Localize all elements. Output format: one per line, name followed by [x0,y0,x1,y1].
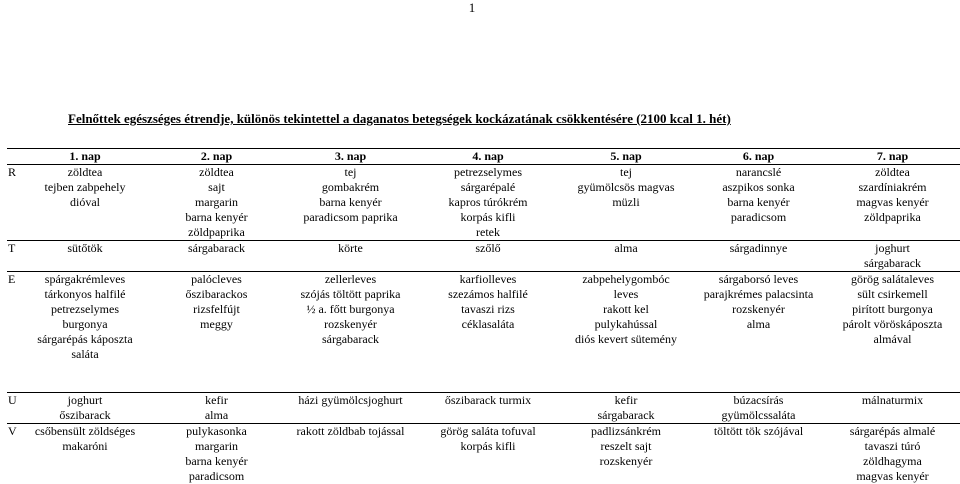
day-header: 5. nap [558,149,694,165]
menu-cell [20,241,150,272]
menu-item: szőlő [420,241,556,256]
menu-item: müzli [560,195,692,210]
meal-row [7,241,960,272]
menu-cell [418,393,558,424]
menu-item: zöldpaprika [825,210,960,225]
menu-item: sárgabarack [825,256,960,271]
menu-cell [823,393,960,424]
menu-item: petrezselymes [420,165,556,180]
menu-item: búzacsírás [696,393,821,408]
menu-item: töltött tök szójával [696,424,821,439]
menu-item: sütőtök [22,241,148,256]
menu-item: görög salátaleves [825,272,960,287]
menu-cell [20,424,150,484]
meal-row [7,393,960,424]
menu-item: rakott kel [560,302,692,317]
menu-item: rozskenyér [696,302,821,317]
menu-item: paradicsom [152,469,281,484]
menu-item: padlizsánkrém [560,424,692,439]
menu-item: joghurt [825,241,960,256]
menu-item: gyümölcssaláta [696,408,821,423]
menu-cell [283,424,418,484]
menu-item: burgonya [22,317,148,332]
day-header: 2. nap [150,149,283,165]
menu-item: sárgarépás káposzta [22,332,148,347]
menu-item: zöldtea [22,165,148,180]
menu-item: tavaszi túró [825,439,960,454]
menu-cell [20,393,150,424]
menu-cell [418,424,558,484]
menu-item: rakott zöldbab tojással [285,424,416,439]
menu-item: szardíniakrém [825,180,960,195]
menu-item: pulykasonka [152,424,281,439]
menu-item: korpás kifli [420,210,556,225]
menu-item: pirított burgonya [825,302,960,317]
menu-item: csőbensült zöldséges [22,424,148,439]
menu-cell [558,424,694,484]
menu-item: gyümölcsös magvas [560,180,692,195]
menu-item: zöldhagyma [825,454,960,469]
menu-item: zellerleves [285,272,416,287]
menu-item: sárgarépalé [420,180,556,195]
menu-item: meggy [152,317,281,332]
menu-item: tej [285,165,416,180]
menu-item: tárkonyos halfilé [22,287,148,302]
menu-item: tavaszi rizs [420,302,556,317]
menu-cell [150,393,283,424]
menu-cell [150,424,283,484]
day-header: 3. nap [283,149,418,165]
menu-cell [558,241,694,272]
menu-item: diós kevert sütemény [560,332,692,347]
menu-item: pulykahússal [560,317,692,332]
menu-item: rozskenyér [285,317,416,332]
menu-item: gombakrém [285,180,416,195]
meal-marker: V [7,424,20,484]
menu-item: sárgabarack [152,241,281,256]
menu-item: leves [560,287,692,302]
menu-item: kapros túrókrém [420,195,556,210]
menu-item: sárgabarack [560,408,692,423]
meal-row [7,165,960,241]
menu-item: zöldtea [152,165,281,180]
menu-cell [823,424,960,484]
menu-item: szezámos halfilé [420,287,556,302]
meal-marker: E [7,272,20,393]
menu-item: kefir [152,393,281,408]
menu-item: paradicsom paprika [285,210,416,225]
menu-item: narancslé [696,165,821,180]
meal-row [7,424,960,484]
menu-item: margarin [152,195,281,210]
menu-item: korpás kifli [420,439,556,454]
menu-cell [150,241,283,272]
menu-item: párolt vöröskáposzta [825,317,960,332]
menu-cell [20,272,150,393]
weekly-menu-table [7,148,960,484]
menu-item: almával [825,332,960,347]
menu-cell [283,165,418,241]
menu-item: alma [152,408,281,423]
menu-item: petrezselymes [22,302,148,317]
menu-cell [20,165,150,241]
menu-item: sárgaborsó leves [696,272,821,287]
menu-cell [823,241,960,272]
menu-cell [558,165,694,241]
menu-item: görög saláta tofuval [420,424,556,439]
menu-item: céklasaláta [420,317,556,332]
menu-item: őszibarack [22,408,148,423]
menu-item: zöldpaprika [152,225,281,240]
day-header: 1. nap [20,149,150,165]
menu-item: palócleves [152,272,281,287]
menu-item: magvas kenyér [825,195,960,210]
menu-item: házi gyümölcsjoghurt [285,393,416,408]
menu-item: dióval [22,195,148,210]
menu-cell [283,241,418,272]
day-header: 4. nap [418,149,558,165]
menu-cell [694,165,823,241]
menu-item: őszibarack turmix [420,393,556,408]
menu-cell [283,272,418,393]
menu-item: barna kenyér [152,210,281,225]
menu-item: aszpikos sonka [696,180,821,195]
menu-item: alma [696,317,821,332]
menu-cell [694,241,823,272]
menu-cell [418,241,558,272]
menu-item: barna kenyér [285,195,416,210]
menu-item: sajt [152,180,281,195]
page-number: 1 [0,0,944,16]
corner-cell [7,149,20,165]
menu-item: spárgakrémleves [22,272,148,287]
menu-item: zabpehelygombóc [560,272,692,287]
menu-item: reszelt sajt [560,439,692,454]
menu-item: margarin [152,439,281,454]
menu-item: tejben zabpehely [22,180,148,195]
meal-marker: R [7,165,20,241]
menu-item: barna kenyér [152,454,281,469]
menu-item: zöldtea [825,165,960,180]
menu-cell [558,393,694,424]
menu-cell [150,165,283,241]
menu-item: málnaturmix [825,393,960,408]
menu-item: körte [285,241,416,256]
menu-item: tej [560,165,692,180]
page-title: Felnőttek egészséges étrendje, különös tekintettel a daganatos betegségek kockázatának csökkentésére (2100 kcal 1. hét) [68,111,960,127]
menu-cell [694,393,823,424]
menu-cell [694,424,823,484]
day-header: 6. nap [694,149,823,165]
menu-body [7,165,960,484]
meal-marker: T [7,241,20,272]
menu-item: sült csirkemell [825,287,960,302]
menu-item: rizsfelfújt [152,302,281,317]
menu-item: karfiolleves [420,272,556,287]
day-header-row [7,149,960,165]
meal-row [7,272,960,393]
menu-item: ½ a. főtt burgonya [285,302,416,317]
menu-item: szójás töltött paprika [285,287,416,302]
meal-marker: U [7,393,20,424]
menu-item: sárgabarack [285,332,416,347]
menu-item: magvas kenyér [825,469,960,484]
menu-cell [558,272,694,393]
menu-cell [150,272,283,393]
menu-item: rozskenyér [560,454,692,469]
menu-cell [283,393,418,424]
menu-item: őszibarackos [152,287,281,302]
menu-item: kefir [560,393,692,408]
menu-item: barna kenyér [696,195,821,210]
menu-cell [418,165,558,241]
menu-item: joghurt [22,393,148,408]
menu-item: retek [420,225,556,240]
menu-item: makaróni [22,439,148,454]
menu-item: parajkrémes palacsinta [696,287,821,302]
menu-item: saláta [22,347,148,362]
menu-item: alma [560,241,692,256]
day-header: 7. nap [823,149,960,165]
menu-cell [823,165,960,241]
menu-cell [418,272,558,393]
menu-item: sárgarépás almalé [825,424,960,439]
menu-cell [694,272,823,393]
menu-item: paradicsom [696,210,821,225]
menu-cell [823,272,960,393]
menu-item: sárgadinnye [696,241,821,256]
